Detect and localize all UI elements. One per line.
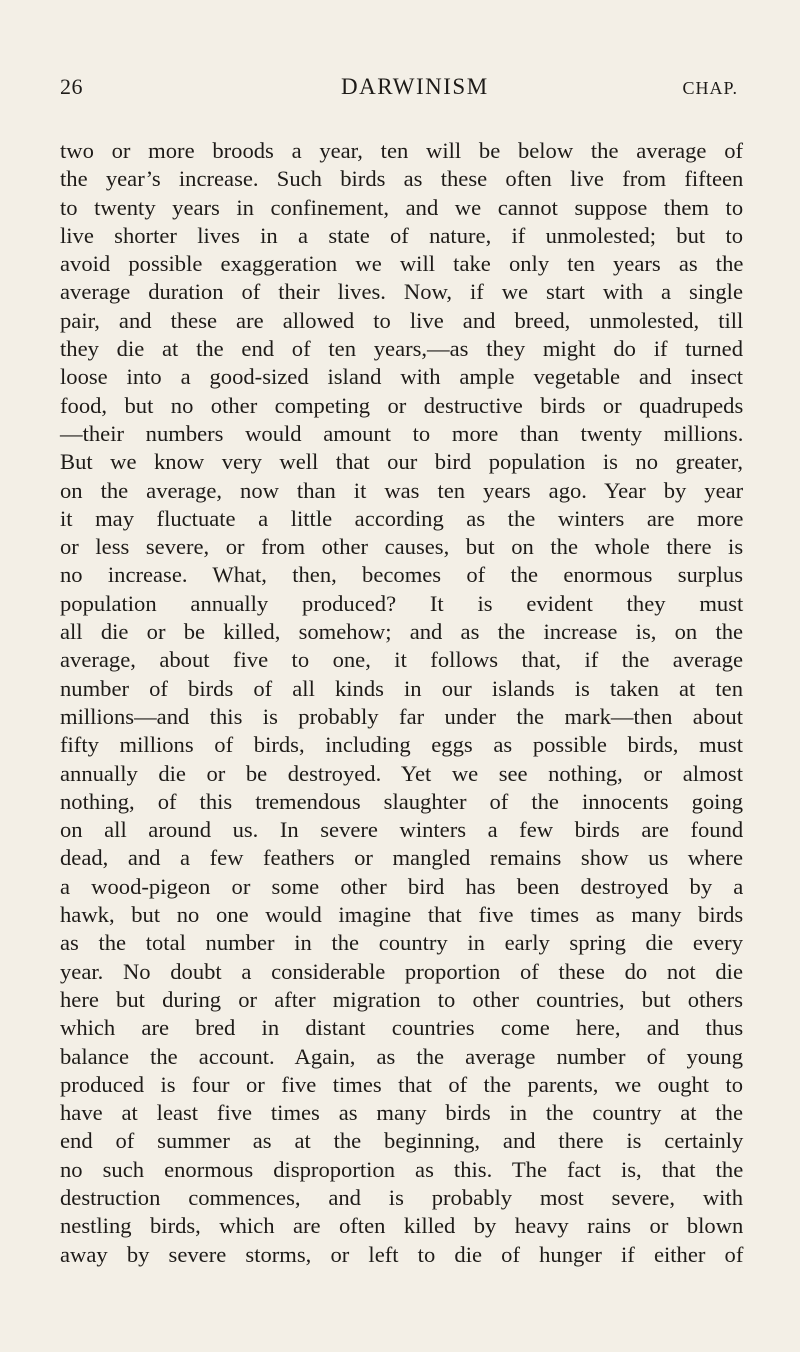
text-line: no increase. What, then, becomes of the enormous surplus	[60, 562, 743, 588]
text-line: hawk, but no one would imagine that five times as many birds	[60, 902, 744, 928]
text-line: population annually produced? It is evident they must	[60, 590, 744, 616]
text-line: which are bred in distant countries come here, and thus	[60, 1015, 744, 1041]
text-line: year. No doubt a considerable proportion of these do not die	[60, 958, 743, 984]
text-line: fifty millions of birds, including eggs as possible birds, must	[60, 732, 743, 758]
text-line: all die or be killed, somehow; and as the increase is, on the	[60, 619, 744, 645]
text-line: nothing, of this tremendous slaughter of the innocents going	[60, 788, 744, 814]
text-line: pair, and these are allowed to live and breed, unmolested, till	[60, 307, 744, 333]
text-line: average duration of their lives. Now, if we start with a single	[60, 279, 743, 305]
text-line: live shorter lives in a state of nature, if unmolested; but to	[60, 222, 744, 248]
page-header	[60, 70, 740, 100]
text-line: food, but no other competing or destructive birds or quadrupeds	[60, 392, 744, 418]
text-line: as the total number in the country in early spring die every	[60, 930, 743, 956]
body-text	[60, 137, 743, 1269]
text-line: balance the account. Again, as the average number of young	[60, 1043, 743, 1069]
text-line: produced is four or five times that of the parents, we ought to	[60, 1071, 744, 1097]
text-line: on the average, now than it was ten years ago. Year by year	[60, 477, 744, 503]
text-line: no such enormous disproportion as this. The fact is, that the	[60, 1156, 744, 1182]
page-number: 26	[60, 74, 83, 99]
text-line: annually die or be destroyed. Yet we see nothing, or almost	[60, 760, 743, 786]
chapter-label: CHAP.	[682, 78, 738, 98]
text-line: or less severe, or from other causes, but on the whole there is	[60, 534, 744, 560]
text-line: nestling birds, which are often killed by heavy rains or blown	[60, 1213, 744, 1239]
text-line: have at least five times as many birds in the country at the	[60, 1100, 743, 1126]
text-line: But we know very well that our bird population is no greater,	[60, 449, 743, 475]
text-line: they die at the end of ten years,—as they might do if turned	[60, 336, 743, 362]
text-line: a wood-pigeon or some other bird has been destroyed by a	[60, 873, 744, 899]
text-line: millions—and this is probably far under the mark—then about	[60, 703, 743, 729]
text-line: average, about five to one, it follows that, if the average	[60, 647, 744, 673]
text-line: to twenty years in confinement, and we cannot suppose them to	[60, 194, 744, 220]
text-line: away by severe storms, or left to die of hunger if either of	[60, 1241, 744, 1267]
running-title: DARWINISM	[341, 74, 489, 99]
text-line: avoid possible exaggeration we will take only ten years as the	[60, 251, 744, 277]
text-line: it may fluctuate a little according as the winters are more	[60, 505, 744, 531]
text-line: the year’s increase. Such birds as these often live from fifteen	[60, 166, 744, 192]
text-line: two or more broods a year, ten will be below the average of	[60, 138, 744, 163]
text-line: destruction commences, and is probably most severe, with	[60, 1184, 743, 1210]
text-line: dead, and a few feathers or mangled remains show us where	[60, 845, 743, 871]
text-line: loose into a good-sized island with ample vegetable and insect	[60, 364, 744, 390]
text-line: end of summer as at the beginning, and there is certainly	[60, 1128, 744, 1154]
text-line: —their numbers would amount to more than twenty millions.	[60, 420, 744, 446]
text-line: here but during or after migration to other countries, but others	[60, 986, 743, 1012]
text-line: on all around us. In severe winters a few birds are found	[60, 817, 744, 843]
text-line: number of birds of all kinds in our islands is taken at ten	[60, 675, 743, 701]
